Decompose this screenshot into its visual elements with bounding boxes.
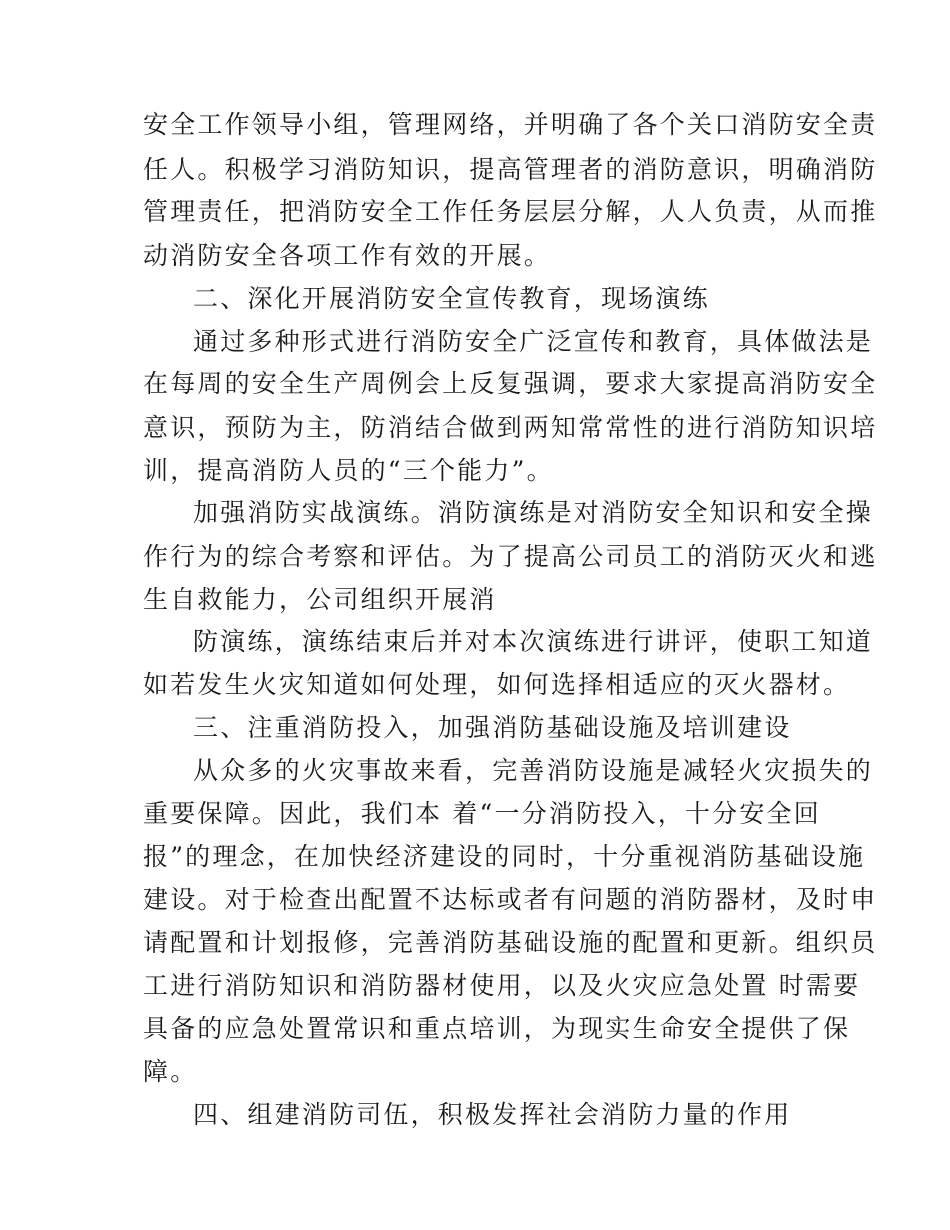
body-text-line: 作行为的综合考察和评估。为了提高公司员工的消防灭火和逃 (143, 542, 878, 571)
body-text-line: 工进行消防知识和消防器材使用，以及火灾应急处置 时需要 (143, 971, 861, 1000)
body-text-line: 障。 (143, 1057, 198, 1086)
body-text-line: 报”的理念，在加快经济建设的同时，十分重视消防基础设施 (143, 842, 866, 871)
body-text-line: 管理责任，把消防安全工作任务层层分解，人人负责，从而推 (143, 197, 878, 226)
section-heading: 二、深化开展消防安全宣传教育，现场演练 (193, 284, 710, 313)
section-heading: 四、组建消防司伍，积极发挥社会消防力量的作用 (193, 1100, 792, 1129)
body-text-line: 生自救能力，公司组织开展消 (143, 585, 497, 614)
body-text-line: 防演练，演练结束后并对本次演练进行讲评，使职工知道 (193, 627, 874, 656)
body-text-line: 训，提高消防人员的“三个能力”。 (143, 456, 554, 485)
body-text-line: 重要保障。因此，我们本 着“一分消防投入，十分安全回 (143, 799, 821, 828)
body-text-line: 请配置和计划报修，完善消防基础设施的配置和更新。组织员 (143, 928, 878, 957)
body-text-line: 在每周的安全生产周例会上反复强调，要求大家提高消防安全 (143, 369, 878, 398)
body-text-line: 加强消防实战演练。消防演练是对消防安全知识和安全操 (193, 498, 874, 527)
body-text-line: 安全工作领导小组，管理网络，并明确了各个关口消防安全责 (143, 110, 878, 139)
body-text-line: 建设。对于检查出配置不达标或者有问题的消防器材，及时申 (143, 885, 878, 914)
section-heading: 三、注重消防投入，加强消防基础设施及培训建设 (193, 713, 792, 742)
body-text-line: 如若发生火灾知道如何处理，如何选择相适应的灭火器材。 (143, 670, 851, 699)
body-text-line: 从众多的火灾事故来看，完善消防设施是减轻火灾损失的 (193, 756, 874, 785)
body-text-line: 动消防安全各项工作有效的开展。 (143, 241, 552, 270)
body-text-line: 任人。积极学习消防知识，提高管理者的消防意识，明确消防 (143, 155, 878, 184)
body-text-line: 意识，预防为主，防消结合做到两知常常性的进行消防知识培 (143, 413, 878, 442)
body-text-line: 具备的应急处置常识和重点培训，为现实生命安全提供了保 (143, 1014, 851, 1043)
body-text-line: 通过多种形式进行消防安全广泛宣传和教育，具体做法是 (193, 327, 874, 356)
